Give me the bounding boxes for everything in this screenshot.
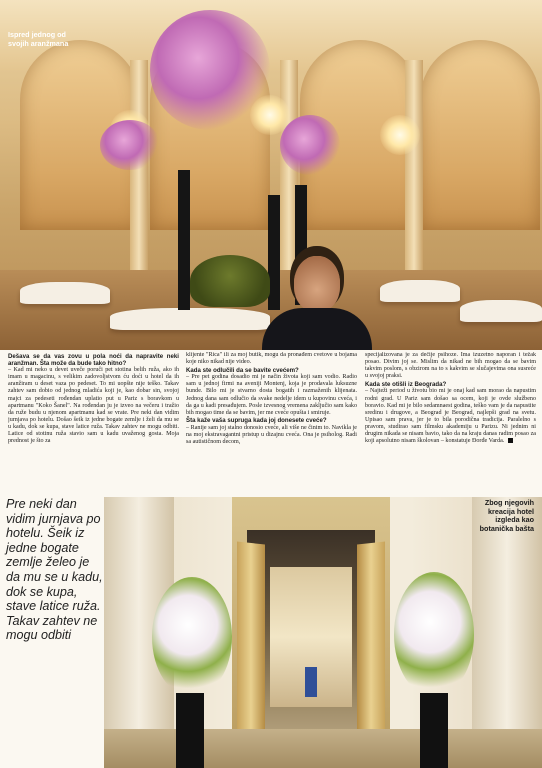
black-pedestal [420,693,448,768]
caption-line: kreacija hotel [488,506,534,516]
interview-answer: – Pre pet godina dosadio mi je način života koji sam vodio. Radio sam u jednoj firmi na aveniji Montenj, koja je prodavala luksuzne bunde. Bilo mi je stvarno dosta bogatih i razmaženih klijenata. Jednog dana sam odlučio da svake nedelje idem u kupovinu cveća, i da ga u kadi presađujem. Posle izvesnog vremena zaključio sam kako bih mogao time da se bavim, jer me cveće opušta i smiruje. [186,374,357,416]
portrait-man [262,256,372,350]
black-vase [178,170,190,310]
man-body [262,308,372,350]
marble-pillar [472,497,542,768]
caption-line: izgleda kao [495,515,534,525]
interview-answer: klijente "Rica" ili za moj butik, mogu da pronađem cvetove u bojama koje niko nikad nije video. [186,352,357,366]
orchid-arrangement [152,577,232,697]
arch-window [420,40,540,230]
interview-answer: specijalizovana je za dečije psihoze. Ima izuzetno naporan i težak posao. Divim joj se. Mislim da nikad ne bih mogao da se bavim takvim poslom, s obzirom na to s kakvim se slučajevima ona susreće u svojoj praksi. [365,352,536,380]
hotel-entrance-photo [104,497,542,768]
caption-line: botanička bašta [479,523,534,533]
interview-question: Kada ste odlučili da se bavite cvećem? [186,366,299,374]
bottom-photo-caption [452,499,534,533]
flower-arrangement [100,120,160,170]
article-body [8,352,536,496]
blue-carpet [305,667,317,697]
column [130,60,148,290]
dining-table [460,300,542,322]
caption-line: Ispred jednog od [8,30,66,39]
flower-arrangement [280,115,340,175]
gilded-door-right [357,542,385,755]
chandelier-light [380,115,420,155]
pull-quote: Pre neki dan vidim jurnjava po hotelu. Šeik iz jedne bogate zemlje želeo je da mu se u kadu, dok se kupa, stave latice ruža. Takav zahtev ne mogu odbiti [6,497,103,643]
moss-arrangement [190,255,270,307]
column [405,60,423,290]
hotel-restaurant-photo [0,0,542,350]
dining-table [110,308,270,330]
interview-answer: – Ranije sam joj stalno donosio cveće, ali više ne činim to. Navikla je na moj ekstravagantni pristup u dizajnu cveća. Ona je psiholog. Radi sa autističnom decom, [186,424,357,446]
top-photo-caption [8,31,88,48]
end-of-article-mark [508,438,513,443]
interview-question: Kada ste otišli iz Beograda? [365,380,447,388]
marble-floor [104,729,542,768]
orchid-arrangement [394,572,474,697]
flower-arrangement [150,10,270,130]
interview-question: Šta kaže vaša supruga kada joj donesete cveće? [186,417,327,425]
caption-line: svojih aranžmana [8,38,69,48]
article-column-1 [8,352,179,496]
gilded-door-left [237,542,265,755]
bottom-section [0,497,542,768]
caption-line: Zbog njegovih [484,498,534,507]
black-pedestal [176,693,204,768]
dining-table [380,280,460,302]
interview-question: Dešava se da vas zovu u pola noći da napravite neki aranžman. Šta može da bude tako hitno? [8,352,179,367]
article-column-3 [365,352,536,496]
interview-answer: – Kad mi neko u devet uveče poruči pet stotina belih ruža, ako ih imam u magacinu, s velikim zadovoljstvom ću doći u hotel da ih aranžiram u deset vaza po pedeset. To mi uopšte nije teško. Takav zahtev sam dobio od jednog mladića koji je, kao dobar sin, svojoj majci za pedeseti rođendan uplatio put u Pariz s boravkom u apartmanu "Koko Šanel". Na rođendan ju je izveo na večeru i tražio da ruže budu u njenom apartmanu kad se vrate. Pre neki dan vidim jurnjava po hotelu. Došao šeik iz jedne bogate zemlje i želi da mu se u kadu, dok se kupa, stave latice ruža. Takav zahtev ne mogu odbiti. Latice od stotinu ruža stavio sam u kadu uvaženog gosta. Moja prednost je što za [8,367,179,445]
article-column-2 [186,352,357,496]
dining-table [20,282,110,304]
man-head [294,256,340,312]
interview-answer: – Najteži period u životu bio mi je onaj kad sam morao da napustim rodni grad. U Pariz sam došao sa ocem, koji je ovde službeno boravio. Kad mi je bilo sedamnaest godina, teško vam je da napustite sredinu i drugove, a Beograd je Beograd, najlepši grad na svetu. Upisao sam prava, jer je to bila porodična tradicija. Paralelno s pravom, studirao sam filmsku akademiju u Parizu. Ni jednim ni drugim nikada se nisam bavio, tako da na kraju danas radim posao za koji apsolutno nisam školovan – konstatuje Đorđe Varda. [365,388,536,445]
